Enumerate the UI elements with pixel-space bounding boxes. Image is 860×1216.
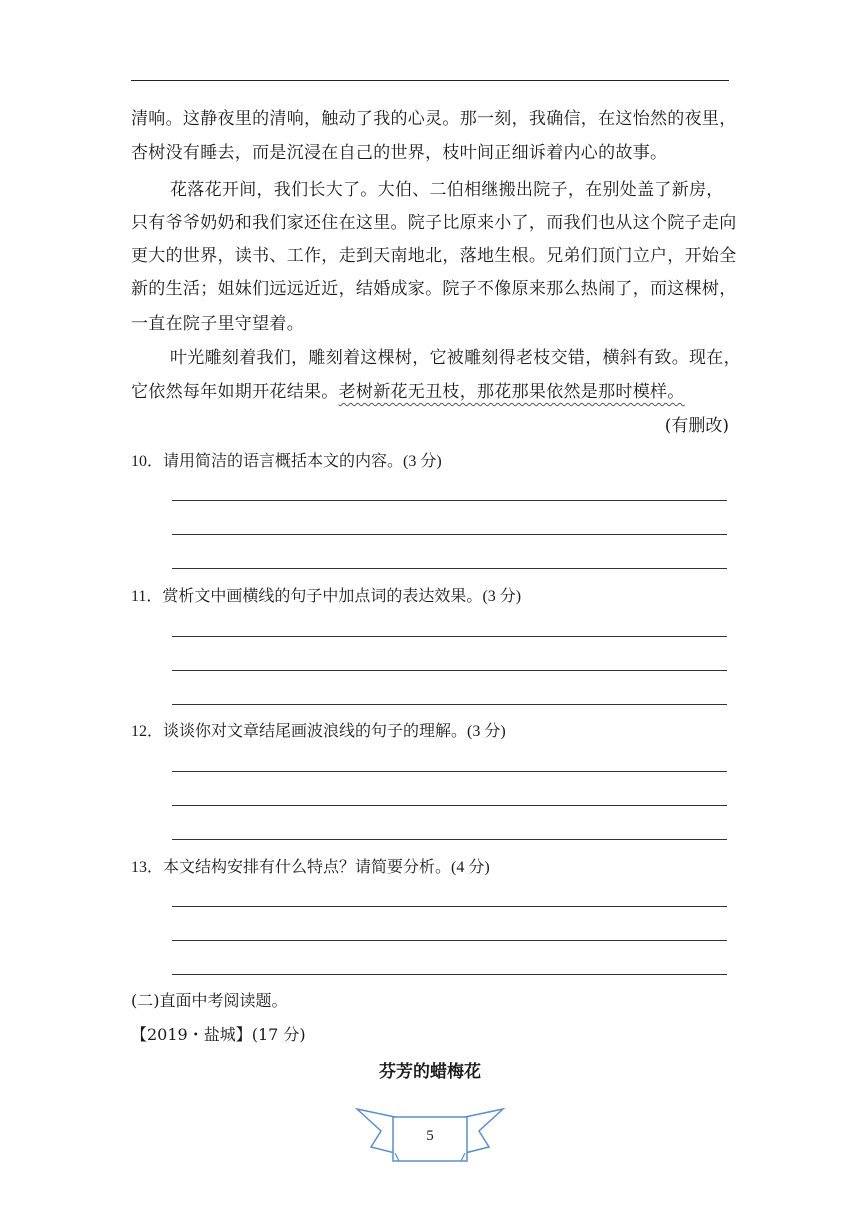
question-number: 12．: [131, 723, 164, 740]
question-score: (3 分): [467, 723, 506, 740]
edit-note: (有删改): [664, 416, 729, 436]
passage-line: 新的生活；姐妹们远远近近，结婚成家。院子不像原来那么热闹了，而这棵树，: [131, 279, 737, 299]
answer-line[interactable]: [172, 636, 727, 637]
question-number: 13．: [131, 859, 164, 876]
question-text: 本文结构安排有什么特点？请简要分析。: [163, 857, 452, 876]
passage-line: 叶光雕刻着我们，雕刻着这棵树，它被雕刻得老枝交错，横斜有致。现在，: [170, 348, 741, 368]
answer-line[interactable]: [172, 906, 727, 907]
question-score: (4 分): [451, 859, 490, 876]
question-score: (3 分): [403, 453, 442, 470]
answer-line[interactable]: [172, 670, 727, 671]
passage-line: 杏树没有睡去，而是沉浸在自己的世界，枝叶间正细诉着内心的故事。: [131, 143, 668, 163]
answer-line[interactable]: [172, 771, 727, 772]
question-text: 谈谈你对文章结尾画波浪线的句子的理解。: [163, 721, 468, 740]
answer-line[interactable]: [172, 805, 727, 806]
passage-line: 花落花开间，我们长大了。大伯、二伯相继搬出院子，在别处盖了新房，: [170, 180, 724, 200]
question-12: [131, 720, 506, 743]
answer-line[interactable]: [172, 940, 727, 941]
passage-line: 更大的世界，读书、工作，走到天南地北，落地生根。兄弟们顶门立户，开始全: [131, 246, 737, 266]
answer-line[interactable]: [172, 974, 727, 975]
answer-line[interactable]: [172, 704, 727, 705]
question-10: [131, 450, 442, 473]
article-title: 芬芳的蜡梅花: [379, 1062, 481, 1082]
question-number: 10．: [131, 453, 164, 470]
question-13: [131, 856, 490, 879]
passage-line: 一直在院子里守望着。: [131, 314, 304, 334]
question-number: 11．: [131, 588, 163, 605]
answer-line[interactable]: [172, 534, 727, 535]
section-heading: (二)直面中考阅读题。: [131, 991, 288, 1010]
passage-line-last: [131, 381, 685, 403]
answer-line[interactable]: [172, 500, 727, 501]
question-score: (3 分): [482, 588, 522, 605]
answer-line[interactable]: [172, 839, 727, 840]
top-rule: [131, 80, 729, 81]
page-number: 5: [426, 1128, 434, 1144]
wavy-underlined-sentence: 老树新花无丑枝，那花那果依然是那时模样。: [338, 382, 685, 402]
passage-line: 清响。这静夜里的清响，触动了我的心灵。那一刻，我确信，在这怡然的夜里，: [131, 109, 737, 129]
source-label: 【2019・盐城】(17 分): [131, 1025, 306, 1044]
answer-line[interactable]: [172, 568, 727, 569]
passage-line: 只有爷爷奶奶和我们家还住在这里。院子比原来小了，而我们也从这个院子走向: [131, 213, 737, 233]
question-text: 赏析文中画横线的句子中加点词的表达效果。: [162, 586, 483, 605]
question-11: [131, 585, 521, 608]
question-text: 请用简洁的语言概括本文的内容。: [163, 451, 404, 470]
passage-text: 它依然每年如期开花结果。: [131, 382, 339, 402]
